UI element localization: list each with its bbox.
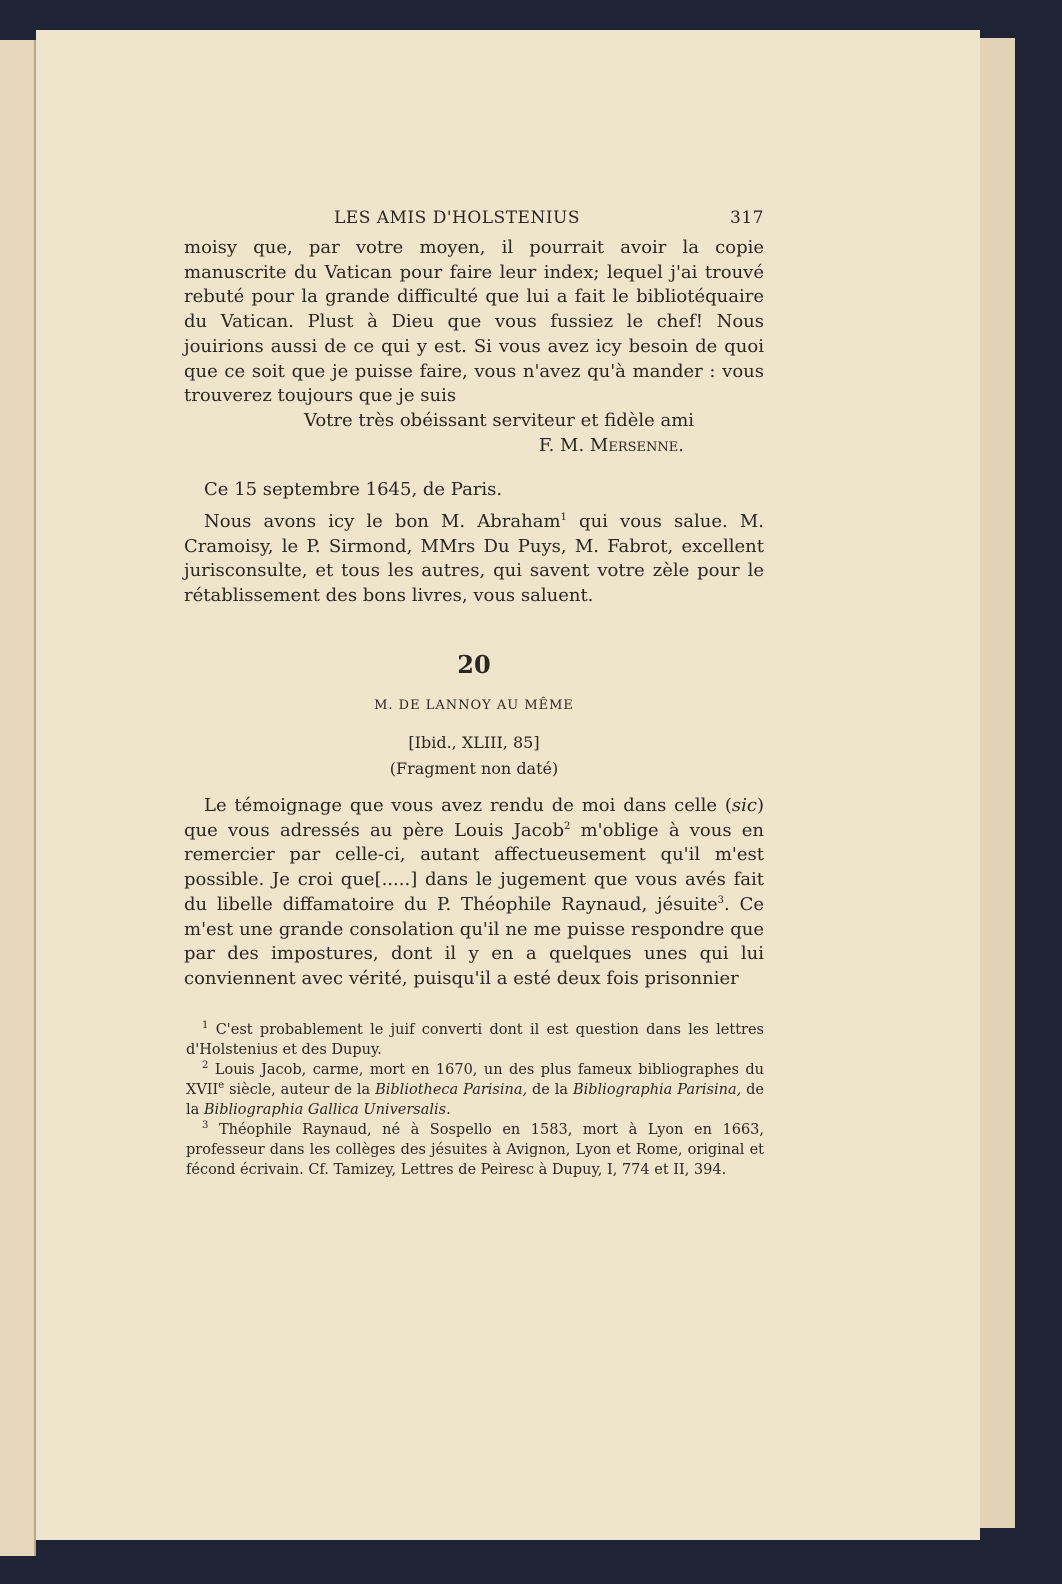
footnote-ref-2: 2 — [564, 820, 571, 832]
footnote-mark-3: 3 — [202, 1120, 209, 1132]
source-note: (Fragment non daté) — [389, 759, 559, 778]
body-text-2: ) que vous adressés au père Louis Jacob — [184, 795, 764, 841]
page-number: 317 — [730, 208, 764, 228]
postscript — [184, 510, 764, 609]
footnote-2-superscript: e — [218, 1080, 225, 1092]
footnote-2-title-3: Bibliographia Gallica Universalis. — [203, 1102, 451, 1118]
page-edge-stack — [978, 38, 1015, 1528]
footnote-mark-2: 2 — [202, 1060, 209, 1072]
footnote-3 — [186, 1120, 764, 1180]
footnote-1 — [186, 1020, 764, 1060]
letter-paragraph: moisy que, par votre moyen, il pourrait avoir la copie manuscrite du Vatican pour faire leur index; lequel j'ai trouvé rebuté pour la grande difficulté que lui a fait le bibliotéquaire du Vatican. Plust à Dieu que vous fussiez le chef! Nous jouirions aussi de ce qui y est. Si vous avez icy besoin de quoi que ce soit que je puisse faire, vous n'avez qu'à mander : vous trouverez toujours que je suis — [184, 237, 764, 407]
section-body — [184, 794, 764, 992]
facing-page-edge — [0, 40, 36, 1556]
body-paragraph — [184, 794, 764, 992]
footnote-2-title-1: Bibliotheca Parisina, — [375, 1082, 528, 1098]
footnote-2 — [186, 1060, 764, 1120]
section-number: 20 — [457, 650, 491, 679]
running-head-title: LES AMIS D'HOLSTENIUS — [334, 208, 581, 228]
footnote-ref-3: 3 — [717, 894, 725, 906]
postscript-paragraph — [184, 510, 764, 609]
source-reference: [Ibid., XLIII, 85] — [408, 733, 540, 752]
body-text-1: Le témoignage que vous avez rendu de moi dans celle ( — [204, 795, 732, 816]
body-text-3: m'oblige à vous en remercier par celle-ci, autant affectueusement qu'il m'est possible. Je croi que[.....] dans le jugement que vous avés fait du libelle diffamatoire du P. Théophile Raynaud, jésuite — [184, 819, 764, 915]
footnote-1-text: C'est probablement le juif converti dont il est question dans les lettres d'Holstenius et des Dupuy. — [186, 1022, 764, 1058]
section-source — [184, 730, 764, 782]
footnote-2-text-c: de la — [527, 1082, 573, 1098]
letter-date-block — [184, 478, 764, 503]
footnote-2-text-a: Louis Jacob, carme, mort en 1670, un des plus fameux bibliographes du XVII — [186, 1062, 765, 1098]
footnote-3-text: Théophile Raynaud, né à Sospello en 1583, mort à Lyon en 1663, professeur dans les collèges des jésuites à Avignon, Lyon et Rome, original et fécond écrivain. Cf. Tamizey, Lettres de Peiresc à Dupuy, I, 774 et II, 394. — [186, 1122, 765, 1178]
sic-mark: sic — [731, 795, 757, 816]
footnote-2-text-d: de la — [186, 1082, 764, 1118]
letter-signature — [184, 434, 764, 459]
body-text-4: . Ce m'est une grande consolation qu'il ne me puisse respondre que par des impostures, dont il y en a quelques unes qui lui conviennent avec vérité, puisqu'il a esté deux fois prisonnier — [184, 893, 764, 989]
letter-closing: Votre très obéissant serviteur et fidèle ami — [304, 409, 695, 431]
footnotes — [186, 1020, 764, 1180]
signature-name: F. M. Mersenne. — [538, 434, 684, 456]
footnote-ref-1: 1 — [560, 512, 567, 523]
footnote-2-text-b: siècle, auteur de la — [224, 1082, 376, 1098]
footnote-2-title-2: Bibliographia Parisina, — [572, 1082, 742, 1098]
letter-text — [184, 236, 764, 458]
postscript-text-a: Nous avons icy le bon M. Abraham — [204, 511, 561, 532]
footnote-mark-1: 1 — [202, 1020, 209, 1032]
section-title: M. DE LANNOY AU MÊME — [374, 698, 574, 713]
letter-date: Ce 15 septembre 1645, de Paris. — [204, 479, 503, 500]
book-page — [36, 30, 980, 1540]
postscript-text-b: qui vous salue. M. Cramoisy, le P. Sirmond, MMrs Du Puys, M. Fabrot, excellent jurisconsulte, et tous les autres, qui savent votre zèle pour le rétablissement des bons livres, vous saluent. — [184, 511, 764, 607]
